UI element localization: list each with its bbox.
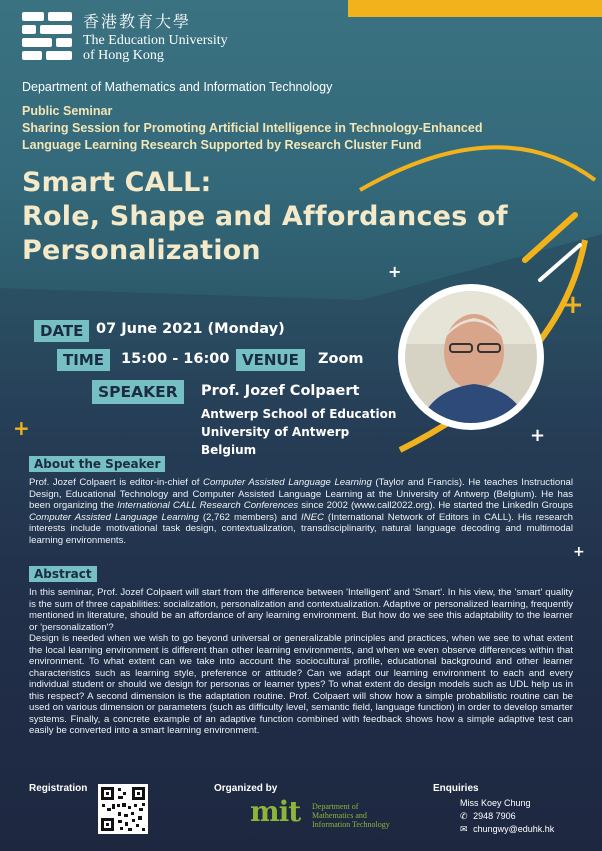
speaker-photo — [398, 284, 544, 430]
organizer-line3: Information Technology — [312, 820, 390, 829]
mit-logo-icon: mit — [250, 795, 301, 828]
seminar-type: Public Seminar — [22, 104, 113, 118]
contact-name: Miss Koey Chung — [460, 798, 531, 808]
speaker-affiliation-3: Belgium — [201, 443, 257, 457]
plus-icon: + — [573, 544, 585, 560]
date-label: DATE — [34, 320, 89, 342]
contact-phone-row — [460, 811, 516, 822]
organizer-name — [312, 802, 390, 829]
speaker-affiliation-2: University of Antwerp — [201, 425, 350, 439]
phone-icon: ✆ — [460, 811, 468, 821]
plus-icon: + — [562, 290, 584, 320]
eduhk-logo-icon — [22, 10, 74, 62]
organizer-line2: Mathematics and — [312, 811, 367, 820]
abstract-heading: Abstract — [29, 566, 97, 582]
organizer-line1: Department of — [312, 802, 359, 811]
registration-label: Registration — [29, 783, 88, 794]
department-name: Department of Mathematics and Information Technology — [22, 80, 333, 94]
speaker-name: Prof. Jozef Colpaert — [201, 383, 360, 399]
speaker-affiliation-1: Antwerp School of Education — [201, 407, 397, 421]
university-name-en-line1: The Education University — [83, 33, 228, 48]
email-icon: ✉ — [460, 824, 468, 834]
date-value: 07 June 2021 (Monday) — [96, 321, 285, 337]
registration-qr-code[interactable] — [98, 784, 148, 834]
about-speaker-text: Prof. Jozef Colpaert is editor-in-chief of Computer Assisted Language Learning (Taylor and Francis). He teaches Instructional Design, Educational Technology and Computer Assisted Language Learning at the University of Antwerp (Belgium). He has been organizing the International CALL Research Conferences since 2002 (www.call2022.org). He started the LinkedIn Groups Computer Assisted Language Learning (2,762 members) and INEC (International Network of Editors in CALL). His research interests include motivational task design, contextualization, transdisciplinarity, natural language decoding and multimodal learning environments. — [29, 477, 574, 546]
venue-value: Zoom — [318, 351, 364, 367]
seminar-line3: Language Learning Research Supported by Research Cluster Fund — [22, 138, 422, 152]
contact-phone: 2948 7906 — [473, 811, 516, 821]
abstract-paragraph-2: Design is needed when we wish to go beyond universal or generalizable principles and practices, when we see to what extent the local learning environment is different than other learning environments, and when we even observe differences within that environment. To what extent can we take into account the sociocultural profile, educational background and other learner characteristics such as learning style, preference or attitude? Can we adapt our learning environment to each and every individual student or should we design for personas or learner types? To what extent do design models such as UDL help us in this respect? A second dimension is the adaptation routine. Prof. Colpaert will show how a simple probabilistic routine can be used on various dimension or parameters (such as difficulty level, semantic field, language function) in order to develop smarter systems. Finally, a concrete example of an adaptive function combined with feedback shows how a simple adaptive test can easily be converted into a smart learning environment. — [29, 633, 573, 736]
time-label: TIME — [57, 349, 110, 371]
plus-icon: + — [388, 262, 402, 281]
title-line1: Smart CALL: — [22, 167, 212, 198]
seminar-title — [22, 166, 508, 268]
contact-email[interactable]: chungwy@eduhk.hk — [473, 824, 555, 834]
title-line3: Personalization — [22, 235, 261, 266]
top-accent-bar — [348, 0, 602, 17]
organized-by-label: Organized by — [214, 783, 278, 794]
title-line2: Role, Shape and Affordances of — [22, 201, 508, 232]
university-name-zh: 香港教育大學 — [83, 12, 192, 31]
plus-icon: + — [530, 425, 546, 446]
abstract-text — [29, 587, 573, 737]
speaker-photo-frame — [398, 284, 544, 430]
about-speaker-heading: About the Speaker — [29, 456, 165, 472]
plus-icon: + — [13, 416, 30, 440]
speaker-label: SPEAKER — [92, 380, 184, 404]
abstract-paragraph-1: In this seminar, Prof. Jozef Colpaert will start from the difference between 'Intelligent' and 'Smart'. In his view, the 'smart' quality is the sum of three capabilities: socialization, personalization and contextualization. Adaptive or personalized learning, frequently mentioned in literature, should be an affordance of any learning environment. But how do we see this adaptability to the learner or 'personalization'? — [29, 587, 573, 633]
university-name-en — [83, 33, 228, 63]
enquiries-label: Enquiries — [433, 783, 479, 794]
university-name-en-line2: of Hong Kong — [83, 48, 164, 63]
contact-email-row — [460, 824, 554, 835]
time-value: 15:00 - 16:00 — [121, 351, 230, 367]
venue-label: VENUE — [236, 349, 305, 371]
seminar-line2: Sharing Session for Promoting Artificial Intelligence in Technology-Enhanced — [22, 121, 483, 135]
